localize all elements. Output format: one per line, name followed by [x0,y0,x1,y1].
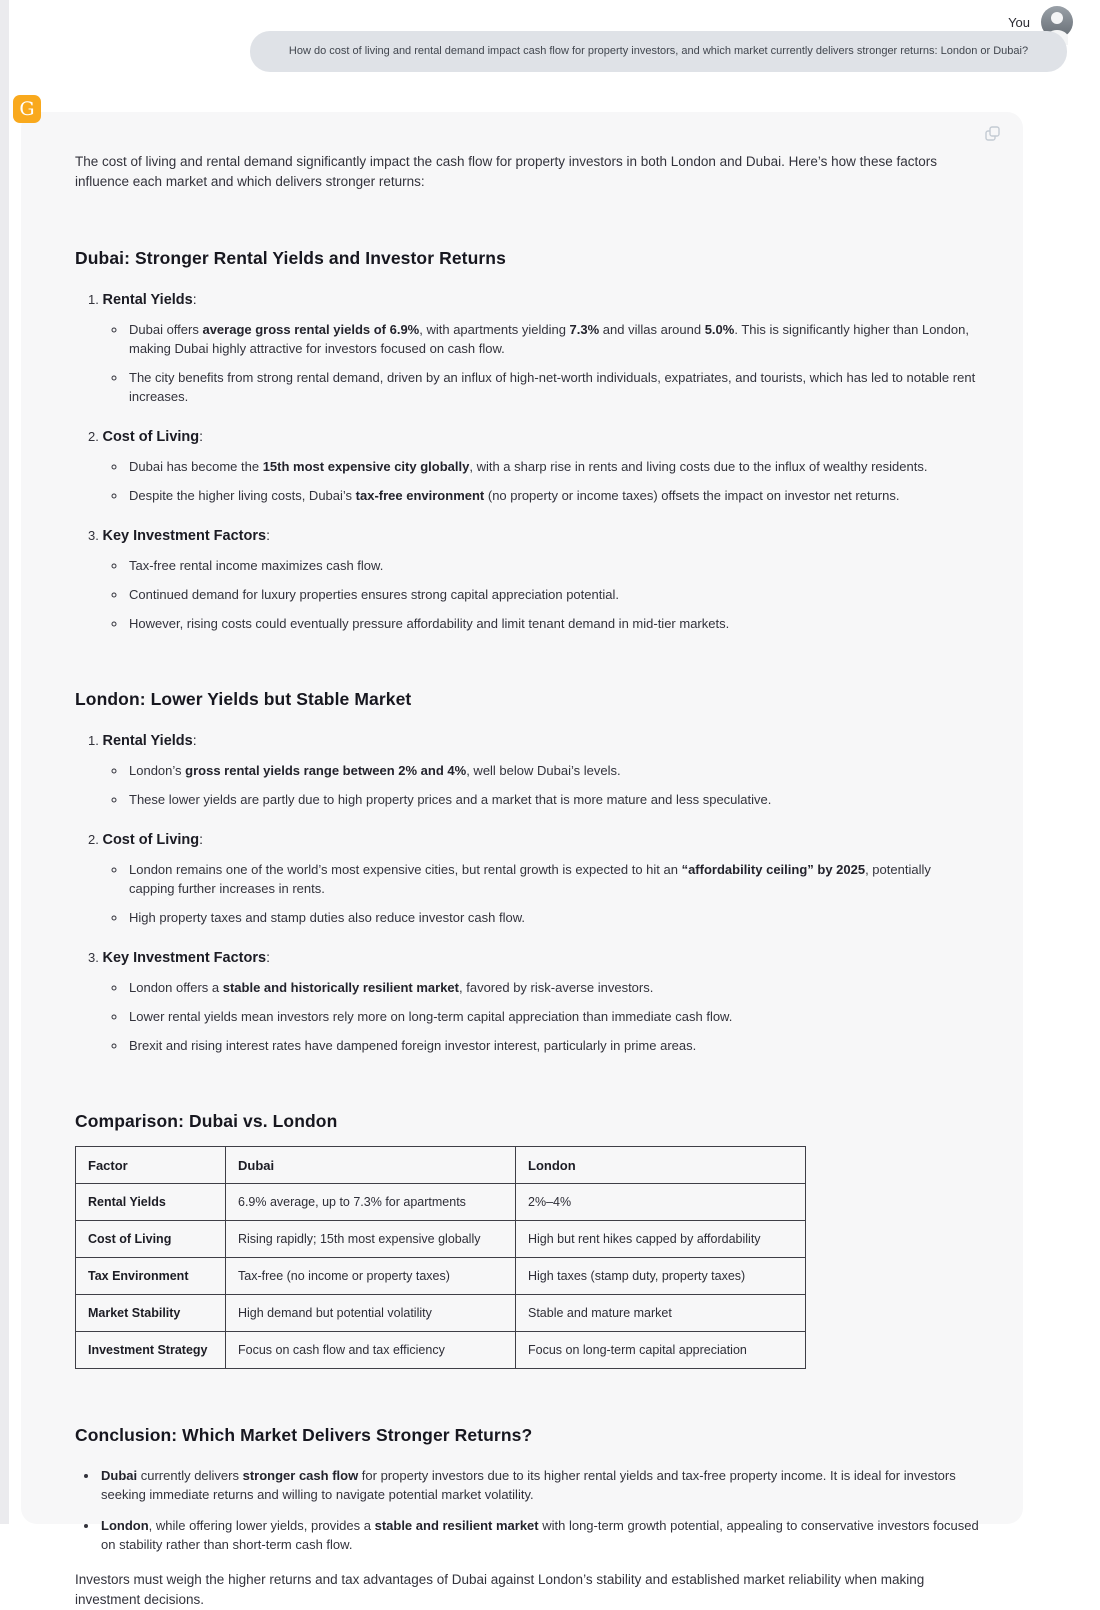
bold-text: stable and historically resilient market [222,980,459,995]
conclusion-list [75,1466,979,1554]
text: , favored by risk-averse investors. [459,980,654,995]
item-number: 2. [88,832,103,847]
bullet-list [75,457,979,505]
item-label: Rental Yields [102,733,193,749]
person-icon-head [1051,12,1063,24]
table-cell: 2%–4% [516,1184,806,1221]
copy-icon[interactable] [983,124,1003,144]
text: Lower rental yields mean investors rely more on long-term capital appreciation than immediate cash flow. [129,1009,733,1024]
bullet-item [127,908,979,927]
numbered-item [88,949,979,966]
item-number: 1. [88,292,103,307]
table-row [76,1258,806,1295]
table-cell: Rising rapidly; 15th most expensive globally [226,1221,516,1258]
item-label: Rental Yields [102,292,193,308]
bold-text: average gross rental yields of 6.9% [202,322,420,337]
table-cell: Tax Environment [76,1258,226,1295]
text: Continued demand for luxury properties ensures strong capital appreciation potential. [129,587,619,602]
table-cell: Tax-free (no income or property taxes) [226,1258,516,1295]
item-colon: : [199,831,204,847]
text: , while offering lower yields, provides a [148,1518,375,1533]
bullet-item [127,1007,979,1026]
text: for property investors due to its higher rental yields and tax-free property income. It is ideal for investors seeking immediate returns and willing to navigate potential market volatility. [101,1468,956,1502]
table-header-cell: Dubai [226,1147,516,1184]
item-number: 3. [88,950,103,965]
item-number: 2. [88,429,103,444]
bullet-item [127,486,979,505]
table-row [76,1221,806,1258]
table-header-row [76,1147,806,1184]
text: and villas around [599,322,705,337]
bold-text: 15th most expensive city globally [262,459,470,474]
table-row [76,1332,806,1369]
bullet-item [127,585,979,604]
bullet-item [127,320,979,358]
item-label: Key Investment Factors [102,950,267,966]
bold-text: London [101,1518,149,1533]
numbered-item [88,831,979,848]
item-colon: : [192,291,197,307]
text: Investors must weigh the higher returns and tax advantages of Dubai against London’s stability and established market reliability when making investment decisions. [75,1572,925,1607]
section-heading: Comparison: Dubai vs. London [75,1111,338,1131]
table-cell: High but rent hikes capped by affordability [516,1221,806,1258]
bold-text: gross rental yields range between 2% and 4% [185,763,467,778]
table-cell: Rental Yields [76,1184,226,1221]
table-cell: High demand but potential volatility [226,1295,516,1332]
bullet-list [75,860,979,927]
bullet-item [127,614,979,633]
bullet-list [75,320,979,406]
item-colon: : [266,527,270,543]
table-header-cell: Factor [76,1147,226,1184]
assistant-message-body [75,152,979,1610]
item-colon: : [199,428,204,444]
text: However, rising costs could eventually pressure affordability and limit tenant demand in mid-tier markets. [129,616,730,631]
text: currently delivers [137,1468,243,1483]
conclusion-item [99,1466,979,1504]
table-row [76,1295,806,1332]
bullet-item [127,1036,979,1055]
numbered-item [88,527,979,544]
left-scroll-gutter [0,0,9,1524]
bold-text: 5.0% [704,322,735,337]
table-cell: Focus on cash flow and tax efficiency [226,1332,516,1369]
item-colon: : [266,949,270,965]
section-heading: London: Lower Yields but Stable Market [75,689,412,709]
text: , well below Dubai’s levels. [466,763,621,778]
table-head [76,1147,806,1184]
text: These lower yields are partly due to high property prices and a market that is more mature and less speculative. [129,792,772,807]
table-cell: 6.9% average, up to 7.3% for apartments [226,1184,516,1221]
table-cell: Cost of Living [76,1221,226,1258]
text: London’s [129,763,186,778]
numbered-item [88,428,979,445]
bullet-list [75,761,979,809]
assistant-message-card [21,112,1023,1607]
conclusion-item [99,1516,979,1554]
text: . This is significantly higher than London, making Dubai highly attractive for investors focused on cash flow. [129,322,969,356]
table-cell: High taxes (stamp duty, property taxes) [516,1258,806,1295]
text: Despite the higher living costs, Dubai’s [129,488,356,503]
item-label: Cost of Living [102,429,200,445]
text: Dubai offers [129,322,203,337]
numbered-item [88,732,979,749]
bullet-list [75,978,979,1055]
assistant-logo: G [13,95,41,123]
text: with long-term growth potential, appealing to conservative investors focused on stability rather than short-term cash flow. [101,1518,979,1552]
text: Tax-free rental income maximizes cash flow. [129,558,384,573]
bullet-item [127,368,979,406]
item-number: 3. [88,528,103,543]
table-cell: Focus on long-term capital appreciation [516,1332,806,1369]
table-row [76,1184,806,1221]
bullet-list [75,556,979,633]
intro-paragraph [75,152,979,192]
item-colon: : [192,732,197,748]
text: , potentially capping further increases in rents. [129,862,931,896]
closing-paragraph [75,1570,979,1610]
item-label: Key Investment Factors [102,528,267,544]
table-cell: Investment Strategy [76,1332,226,1369]
text: Brexit and rising interest rates have dampened foreign investor interest, particularly in prime areas. [129,1038,697,1053]
bold-text: 7.3% [569,322,600,337]
bullet-item [127,790,979,809]
text: , with a sharp rise in rents and living costs due to the influx of wealthy residents. [469,459,928,474]
text: The city benefits from strong rental demand, driven by an influx of high-net-worth individuals, expatriates, and tourists, which has led to notable rent increases. [129,370,976,404]
section-heading: Conclusion: Which Market Delivers Stronger Returns? [75,1425,533,1445]
section-heading: Dubai: Stronger Rental Yields and Investor Returns [75,248,506,268]
copy-icon-glyph [983,124,1003,144]
text: , with apartments yielding [419,322,570,337]
table-cell: Stable and mature market [516,1295,806,1332]
comparison-table [75,1146,806,1369]
bold-text: Dubai [101,1468,138,1483]
bullet-item [127,978,979,997]
user-message-bubble: How do cost of living and rental demand impact cash flow for property investors, and which market currently delivers stronger returns: London or Dubai? [250,31,1067,72]
bold-text: tax-free environment [355,488,485,503]
text: London remains one of the world’s most expensive cities, but rental growth is expected to hit an [129,862,682,877]
bullet-item [127,761,979,780]
text: Dubai has become the [129,459,263,474]
bullet-item [127,556,979,575]
table-cell: Market Stability [76,1295,226,1332]
bullet-item [127,860,979,898]
bold-text: stable and resilient market [374,1518,539,1533]
item-label: Cost of Living [102,832,200,848]
table-header-cell: London [516,1147,806,1184]
text: (no property or income taxes) offsets the impact on investor net returns. [484,488,900,503]
text: London offers a [129,980,223,995]
text: The cost of living and rental demand significantly impact the cash flow for property investors in both London and Dubai. Here’s how these factors influence each market and which delivers stronger returns: [75,154,937,189]
text: High property taxes and stamp duties also reduce investor cash flow. [129,910,525,925]
user-name-label: You [1008,14,1030,30]
numbered-item [88,291,979,308]
table-body [76,1184,806,1369]
bullet-item [127,457,979,476]
bold-text: stronger cash flow [242,1468,359,1483]
bold-text: “affordability ceiling” by 2025 [681,862,866,877]
item-number: 1. [88,733,103,748]
